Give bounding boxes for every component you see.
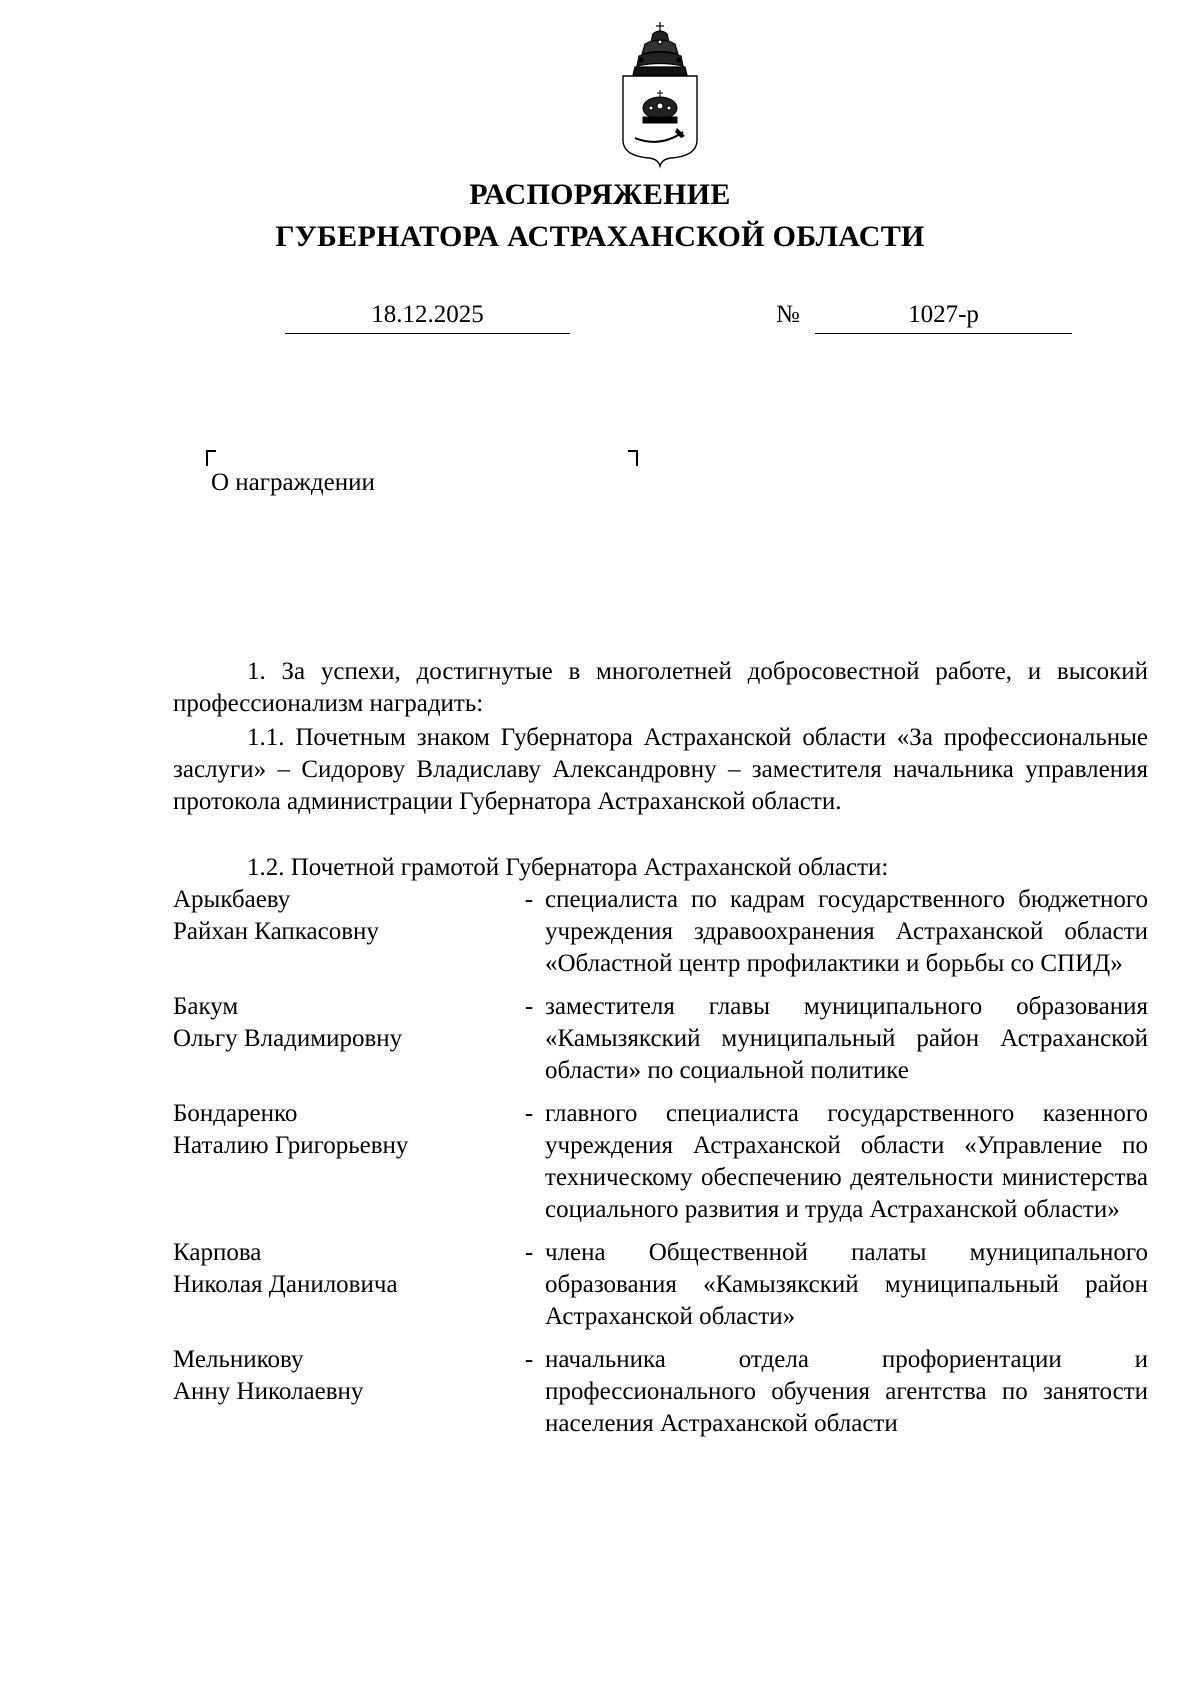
paragraph-1-1: 1.1. Почетным знаком Губернатора Астраханской области «За профессиональные заслуги» – Сидорову Владиславу Александровну – заместителя начальника управления протокола администрации Губернатора Астраханской области. xyxy=(173,724,1148,815)
awardee-row xyxy=(173,1237,1148,1333)
awardee-given-names: Анну Николаевну xyxy=(173,1378,364,1405)
awardee-position: главного специалиста государственного казенного учреждения Астраханской области «Управление по техническому обеспечению деятельности министерства социального развития и труда Астраханской области» xyxy=(545,1100,1148,1223)
paragraph-1-2: 1.2. Почетной грамотой Губернатора Астраханской области: xyxy=(247,854,889,881)
awardee-row xyxy=(173,1344,1148,1440)
awardee-surname: Бакум xyxy=(173,993,239,1020)
awardee-name xyxy=(173,1344,513,1440)
subject-corner-right-mark xyxy=(628,450,638,466)
document-title-line2: ГУБЕРНАТОРА АСТРАХАНСКОЙ ОБЛАСТИ xyxy=(275,220,925,253)
subject-corner-left-mark xyxy=(206,450,216,466)
awardee-dash: - xyxy=(524,1346,534,1373)
awardee-list xyxy=(173,884,1148,1451)
document-title-line1: РАСПОРЯЖЕНИЕ xyxy=(469,178,731,211)
number-sign: № xyxy=(776,301,800,328)
awardee-row xyxy=(173,991,1148,1087)
awardee-dash: - xyxy=(524,993,534,1020)
awardee-surname: Карпова xyxy=(173,1239,262,1266)
awardee-row xyxy=(173,884,1148,980)
awardee-name xyxy=(173,1237,513,1333)
awardee-position: заместителя главы муниципального образования «Камызякский муниципальный район Астраханской области» по социальной политике xyxy=(545,993,1148,1084)
document-date: 18.12.2025 xyxy=(285,300,570,334)
awardee-dash: - xyxy=(524,886,534,913)
awardee-name xyxy=(173,1098,513,1226)
coat-of-arms-icon xyxy=(615,20,705,170)
document-subject: О награждении xyxy=(211,469,375,496)
paragraph-1: 1. За успехи, достигнутые в многолетней добросовестной работе, и высокий профессионализм наградить: xyxy=(173,658,1148,717)
awardee-dash: - xyxy=(524,1239,534,1266)
awardee-position: члена Общественной палаты муниципального образования «Камызякский муниципальный район Астраханской области» xyxy=(545,1239,1148,1330)
awardee-surname: Бондаренко xyxy=(173,1100,298,1127)
awardee-surname: Арыкбаеву xyxy=(173,886,291,913)
document-number: 1027-р xyxy=(815,300,1072,334)
awardee-name xyxy=(173,884,513,980)
awardee-given-names: Наталию Григорьевну xyxy=(173,1132,409,1159)
awardee-given-names: Николая Даниловича xyxy=(173,1271,398,1298)
awardee-given-names: Райхан Капкасовну xyxy=(173,918,379,945)
awardee-row xyxy=(173,1098,1148,1226)
awardee-position: начальника отдела профориентации и профессионального обучения агентства по занятости населения Астраханской области xyxy=(545,1346,1148,1437)
awardee-position: специалиста по кадрам государственного бюджетного учреждения здравоохранения Астраханской области «Областной центр профилактики и борьбы со СПИД» xyxy=(545,886,1148,977)
awardee-surname: Мельникову xyxy=(173,1346,304,1373)
awardee-given-names: Ольгу Владимировну xyxy=(173,1025,403,1052)
awardee-name xyxy=(173,991,513,1087)
awardee-dash: - xyxy=(524,1100,534,1127)
